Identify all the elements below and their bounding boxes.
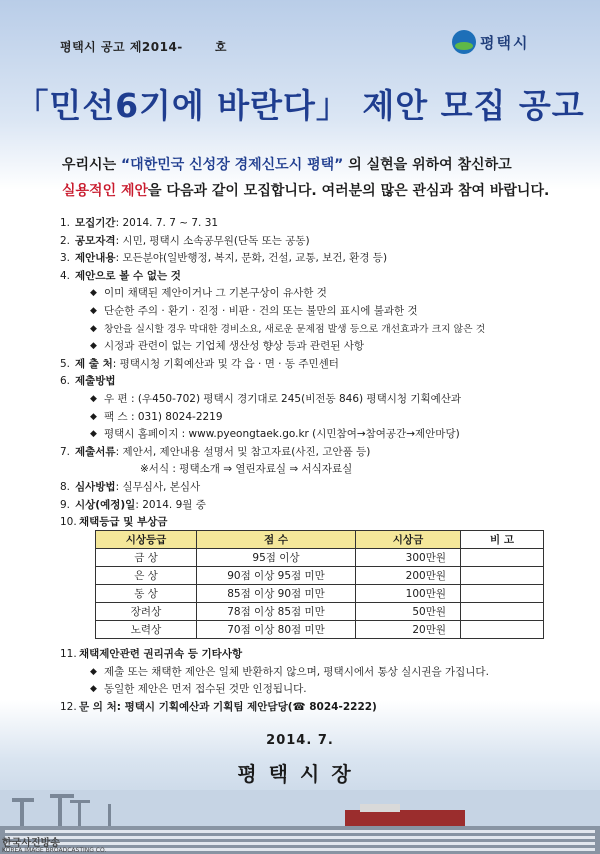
item-content: [60, 250, 560, 268]
note-cell: [461, 621, 544, 639]
table-header: 점 수: [197, 531, 356, 549]
grade-cell: 금 상: [96, 549, 197, 567]
diamond-bullet-icon: ◆: [90, 429, 97, 440]
prize-cell: 100만원: [356, 585, 461, 603]
prize-cell: 200만원: [356, 567, 461, 585]
sub-text: 제출 또는 채택한 제안은 일체 반환하지 않으며, 평택시에서 통상 실시권을 가집니다.: [104, 665, 489, 678]
item-label: 채택등급 및 부상금: [79, 516, 168, 529]
prize-cell: 20만원: [356, 621, 461, 639]
list-item: [60, 664, 580, 682]
table-row: [96, 603, 544, 621]
note-cell: [461, 585, 544, 603]
score-cell: 95점 이상: [197, 549, 356, 567]
sub-text: 단순한 주의 · 환기 · 진정 · 비판 · 건의 또는 불만의 표시에 불과한 것: [104, 304, 418, 317]
diamond-bullet-icon: ◆: [90, 305, 97, 316]
score-cell: 70점 이상 80점 미만: [197, 621, 356, 639]
item-number: 3.: [60, 252, 71, 265]
table-header: 시상금: [356, 531, 461, 549]
item-value: : 실무심사, 본심사: [115, 480, 201, 493]
item-eligibility: [60, 233, 560, 251]
list-item: [60, 681, 580, 699]
diamond-bullet-icon: ◆: [90, 393, 97, 404]
item-value: : 시민, 평택시 소속공무원(단독 또는 공동): [115, 234, 310, 247]
item-label: 공모자격: [75, 234, 116, 247]
item-label: 시상(예정)일: [75, 498, 136, 511]
item-number: 4.: [60, 269, 71, 282]
table-row: [96, 549, 544, 567]
notice-items-2: [60, 646, 580, 716]
item-number: 7.: [60, 445, 71, 458]
watermark: [2, 834, 106, 854]
notice-no: 호: [214, 40, 227, 54]
item-value: : 제안서, 제안내용 설명서 및 참고자료(사진, 고안품 등): [115, 445, 371, 458]
intro-text: 을 다음과 같이 모집합니다. 여러분의 많은 관심과 참여 바랍니다.: [148, 183, 550, 199]
post-address: 우 편 : (우450-702) 평택시 경기대로 245(비전동 846) 평택시청 기획예산과: [104, 392, 462, 405]
item-contact: [60, 699, 580, 717]
item-label: 제 출 처: [75, 357, 113, 370]
item-number: 8.: [60, 480, 71, 493]
sub-text: 동일한 제안은 먼저 접수된 것만 인정됩니다.: [104, 683, 307, 696]
item-value: : 평택시 기획예산과 기획팀 제안담당(☎ 8024-2222): [116, 700, 377, 713]
grade-cell: 장려상: [96, 603, 197, 621]
logo-text: 평택시: [480, 33, 530, 52]
item-number: 9.: [60, 498, 71, 511]
item-documents: [60, 444, 560, 462]
item-number: 2.: [60, 234, 71, 247]
item-value: : 2014. 9월 중: [135, 498, 206, 511]
intro-text: 우리시는: [62, 157, 121, 173]
item-number: 10.: [60, 516, 77, 529]
list-item: [60, 426, 560, 444]
item-label: 제안내용: [75, 252, 116, 265]
sub-text: 창안을 실시할 경우 막대한 경비소요, 새로운 문제점 발생 등으로 개선효과가 크지 않은 것: [104, 323, 486, 335]
fax-number: 팩 스 : 031) 8024-2219: [104, 410, 223, 423]
table-row: [96, 567, 544, 585]
city-logo: [452, 30, 529, 54]
score-cell: 78점 이상 85점 미만: [197, 603, 356, 621]
intro-text: 의 실현을 위하여 참신하고: [343, 157, 512, 173]
item-label: 제출서류: [75, 445, 116, 458]
notice-date: 2014. 7.: [266, 733, 334, 748]
list-item: [60, 321, 560, 339]
item-label: 제출방법: [75, 375, 116, 388]
diamond-bullet-icon: ◆: [90, 666, 97, 677]
page-title: 「민선6기에 바란다」 제안 모집 공고: [15, 86, 585, 125]
item-number: 11.: [60, 648, 77, 660]
notice-number: [60, 38, 227, 55]
item-submit-place: [60, 356, 560, 374]
item-exclusions: [60, 268, 560, 286]
diamond-bullet-icon: ◆: [90, 323, 97, 334]
intro-highlight: 실용적인 제안: [62, 183, 149, 199]
score-cell: 85점 이상 90점 미만: [197, 585, 356, 603]
item-label: 모집기간: [75, 217, 116, 229]
table-header-row: [96, 531, 544, 549]
note-cell: [461, 567, 544, 585]
item-label: 문 의 처: [79, 700, 117, 713]
list-item: [60, 409, 560, 427]
grade-cell: 은 상: [96, 567, 197, 585]
diamond-bullet-icon: ◆: [90, 341, 97, 352]
item-label: 심사방법: [75, 480, 116, 493]
item-value: : 평택시청 기획예산과 및 각 읍 · 면 · 동 주민센터: [112, 357, 339, 370]
list-item: [60, 391, 560, 409]
diamond-bullet-icon: ◆: [90, 684, 97, 695]
score-cell: 90점 이상 95점 미만: [197, 567, 356, 585]
diamond-bullet-icon: ◆: [90, 288, 97, 299]
pyeongtaek-emblem-icon: [452, 30, 476, 54]
grade-cell: 동 상: [96, 585, 197, 603]
note-cell: [461, 549, 544, 567]
item-label: 제안으로 볼 수 없는 것: [75, 269, 181, 282]
sub-text: 이미 채택된 제안이거나 그 기본구상이 유사한 것: [104, 287, 327, 300]
item-value: : 2014. 7. 7 ~ 7. 31: [115, 217, 219, 229]
award-table: [95, 530, 544, 639]
item-rights: [60, 646, 580, 664]
intro-quote: “대한민국 신성장 경제신도시 평택”: [120, 157, 344, 173]
table-header: 비 고: [461, 531, 544, 549]
notice-items: [60, 215, 560, 532]
table-row: [96, 585, 544, 603]
item-submit-method: [60, 373, 560, 391]
grade-cell: 노력상: [96, 621, 197, 639]
format-note: ※서식 : 평택소개 ⇒ 열린자료실 ⇒ 서식자료실: [140, 463, 353, 476]
watermark-text-en: KOREA IMAGE BROADCASTING CO.: [2, 847, 107, 854]
item-review: [60, 479, 560, 497]
item-award-date: [60, 497, 560, 515]
list-item: [60, 303, 560, 321]
item-number: 1.: [60, 217, 71, 229]
prize-cell: 300만원: [356, 549, 461, 567]
item-number: 5.: [60, 357, 71, 370]
notice-label: 평택시 공고 제2014-: [60, 40, 183, 54]
item-label: 채택제안관련 권리귀속 등 기타사항: [79, 648, 243, 660]
table-row: [96, 621, 544, 639]
list-item: [60, 338, 560, 356]
intro-paragraph: [62, 152, 582, 204]
sub-text: 시정과 관련이 없는 기업체 생산성 향상 등과 관련된 사항: [104, 340, 364, 353]
item-number: 6.: [60, 375, 71, 388]
signer: 평택시장: [237, 762, 363, 786]
diamond-bullet-icon: ◆: [90, 411, 97, 422]
list-item: [60, 285, 560, 303]
table-header: 시상등급: [96, 531, 197, 549]
item-number: 12.: [60, 700, 77, 713]
item-period: [60, 215, 560, 233]
item-value: : 모든분야(일반행정, 복지, 문화, 건설, 교통, 보건, 환경 등): [115, 252, 388, 265]
prize-cell: 50만원: [356, 603, 461, 621]
watermark-text: 한국사진방송: [2, 838, 60, 849]
homepage-link[interactable]: 평택시 홈페이지 : www.pyeongtaek.go.kr (시민참여→참여공간→제안마당): [104, 428, 460, 441]
note-cell: [461, 603, 544, 621]
